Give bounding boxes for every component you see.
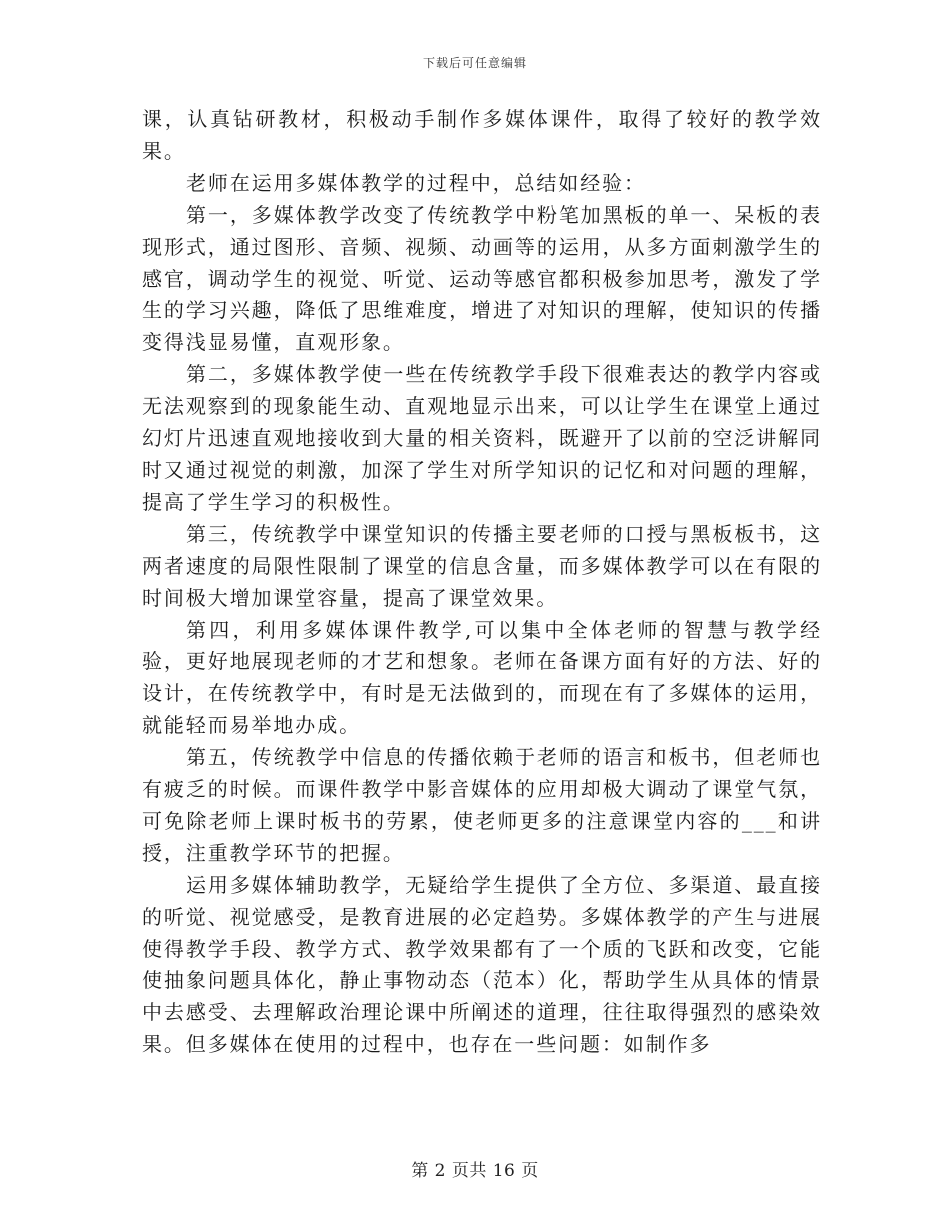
paragraph-continuation: 课，认真钻研教材，积极动手制作多媒体课件，取得了较好的教学效果。	[142, 107, 822, 163]
paragraph-point-4: 第四，利用多媒体课件教学,可以集中全体老师的智慧与教学经验，更好地展现老师的才艺和想象。老师在备课方面有好的方法、好的设计，在传统教学中，有时是无法做到的，而现在有了多媒体的运用，就能轻而易举地办成。	[142, 617, 822, 738]
paragraph-summary-intro: 老师在运用多媒体教学的过程中，总结如经验：	[186, 170, 646, 195]
page-footer: 第 2 页共 16 页	[411, 1161, 539, 1181]
paragraph-point-3: 第三，传统教学中课堂知识的传播主要老师的口授与黑板板书，这两者速度的局限性限制了课堂的信息含量，而多媒体教学可以在有限的时间极大增加课堂容量，提高了课堂效果。	[142, 521, 822, 610]
paragraph-point-2: 第二，多媒体教学使一些在传统教学手段下很难表达的教学内容或无法观察到的现象能生动、直观地显示出来，可以让学生在课堂上通过幻灯片迅速直观地接收到大量的相关资料，既避开了以前的空泛讲解同时又通过视觉的刺激，加深了学生对所学知识的记忆和对问题的理解，提高了学生学习的积极性。	[142, 362, 822, 514]
page-header: 下载后可任意编辑	[422, 56, 527, 70]
document-body	[142, 104, 822, 1061]
paragraph-point-5: 第五，传统教学中信息的传播依赖于老师的语言和板书，但老师也有疲乏的时候。而课件教学中影音媒体的应用却极大调动了课堂气氛，可免除老师上课时板书的劳累，使老师更多的注意课堂内容的___和讲授，注重教学环节的把握。	[142, 745, 822, 865]
paragraph-point-1: 第一，多媒体教学改变了传统教学中粉笔加黑板的单一、呆板的表现形式，通过图形、音频、视频、动画等的运用，从多方面刺激学生的感官，调动学生的视觉、听觉、运动等感官都积极参加思考，激发了学生的学习兴趣，降低了思维难度，增进了对知识的理解，使知识的传播变得浅显易懂，直观形象。	[142, 202, 822, 355]
paragraph-conclusion: 运用多媒体辅助教学，无疑给学生提供了全方位、多渠道、最直接的听觉、视觉感受，是教育进展的必定趋势。多媒体教学的产生与进展使得教学手段、教学方式、教学效果都有了一个质的飞跃和改变，它能使抽象问题具体化，静止事物动态（范本）化，帮助学生从具体的情景中去感受、去理解政治理论课中所阐述的道理，往往取得强烈的感染效果。但多媒体在使用的过程中，也存在一些问题：如制作多	[142, 872, 822, 1057]
